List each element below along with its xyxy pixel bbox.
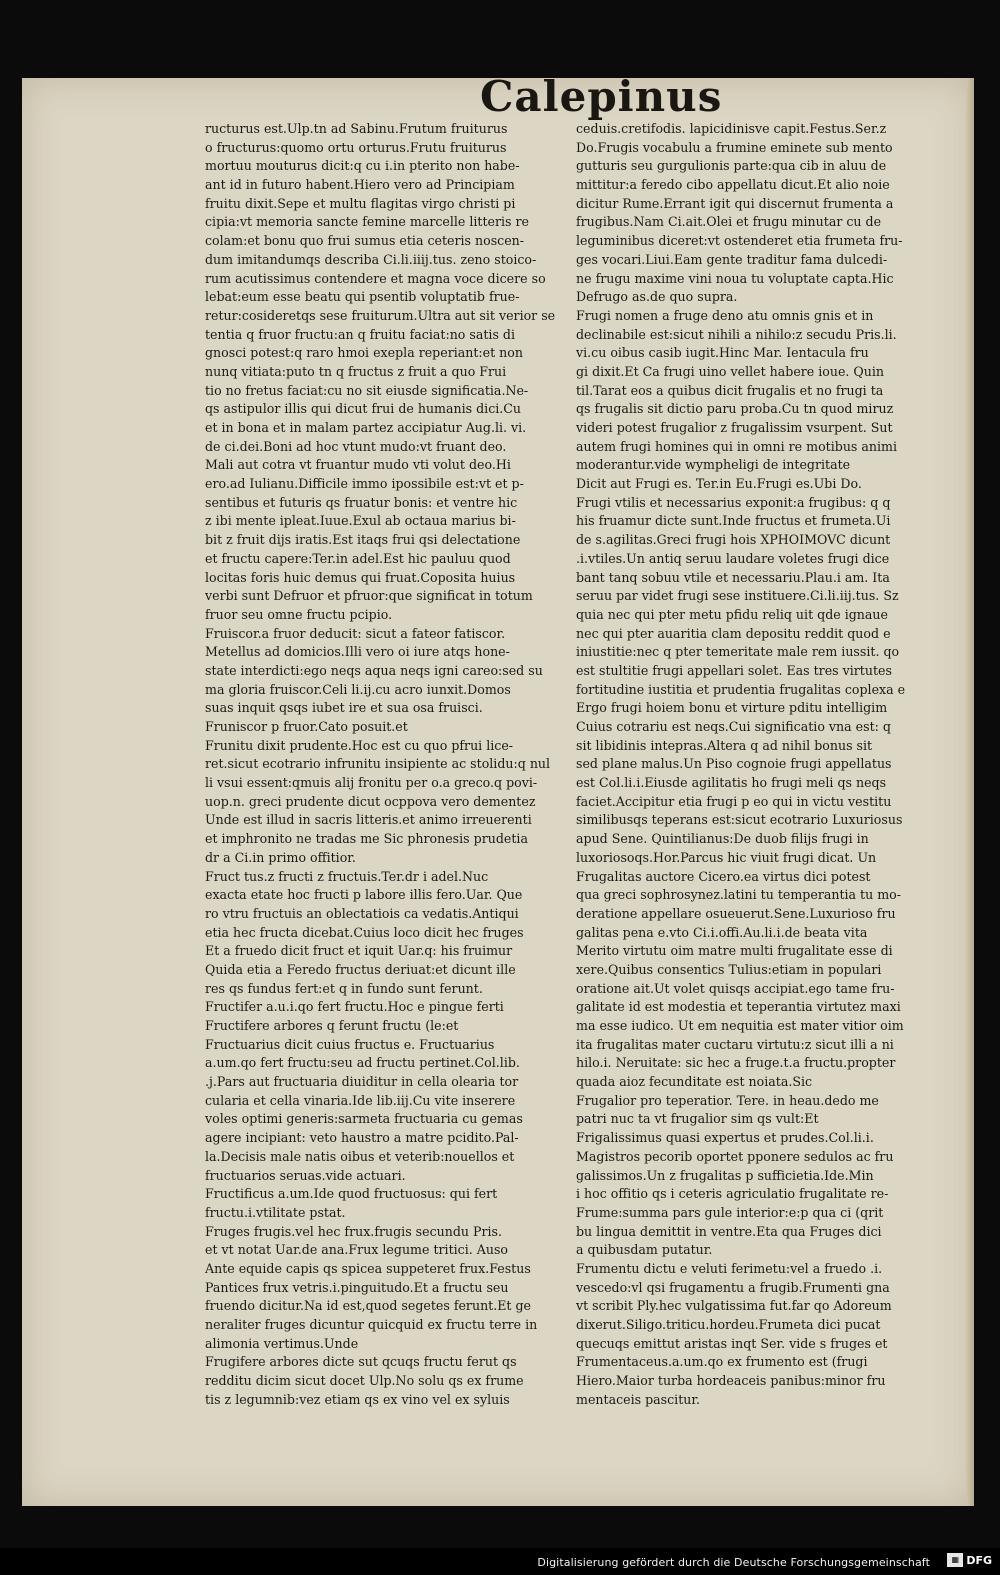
text-line: sentibus et futuris qs fruatur bonis: et ventre hic	[205, 494, 518, 510]
text-line: dum imitandumqs describa Ci.li.iiij.tus. zeno stoico-	[205, 251, 537, 267]
text-line: similibusqs teperans est:sicut ecotrario Luxuriosus	[576, 812, 903, 828]
text-line: Frume:summa pars gule interior:e:p qua ci (qrit	[576, 1204, 884, 1220]
text-line: Fruniscor p fruor.Cato posuit.et	[205, 719, 408, 734]
text-line: z ibi mente ipleat.Iuue.Exul ab octaua marius bi-	[205, 513, 516, 529]
text-line: bit z fruit dijs iratis.Est itaqs frui qsi delectatione	[205, 532, 521, 548]
text-line: mittitur:a feredo cibo appellatu dicut.Et alio noie	[576, 177, 890, 193]
text-line: rum acutissimus contendere et magna voce dicere so	[205, 270, 546, 286]
text-line: est Col.li.i.Eiusde agilitatis ho frugi meli qs neqs	[576, 775, 887, 791]
text-line: dr a Ci.in primo offitior.	[205, 849, 356, 865]
text-line: fruor seu omne fructu pcipio.	[205, 606, 393, 622]
text-line: seruu par videt frugi sese instituere.Ci.li.iij.tus. Sz	[576, 588, 899, 604]
text-line: quecuqs emittut aristas inqt Ser. vide s fruges et	[576, 1335, 888, 1351]
text-line: moderantur.vide wympheligi de integritate	[576, 457, 851, 473]
text-line: vi.cu oibus casib iugit.Hinc Mar. Ientacula fru	[576, 345, 869, 361]
text-line: videri potest frugalior z frugalissim vsurpent. Sut	[576, 420, 893, 435]
text-line: ant id in futuro habent.Hiero vero ad Principiam	[205, 177, 515, 193]
text-line: bant tanq sobuu vtile et necessariu.Plau.i am. Ita	[576, 569, 890, 585]
text-line: et vt notat Uar.de ana.Frux legume tritici. Auso	[205, 1242, 508, 1258]
text-line: Pantices frux vetris.i.pinguitudo.Et a fructu seu	[205, 1279, 509, 1295]
text-line: o fructurus:quomo ortu orturus.Frutu fruiturus	[205, 139, 507, 155]
text-line: .i.vtiles.Un antiq seruu laudare voletes frugi dice	[576, 550, 890, 566]
funding-notice: Digitalisierung gefördert durch die Deutsche Forschungsgemeinschaft	[537, 1556, 930, 1569]
text-line: fruendo dicitur.Na id est,quod segetes ferunt.Et ge	[205, 1298, 532, 1314]
text-line: sed plane malus.Un Piso cognoie frugi appellatus	[576, 756, 892, 772]
text-line: his fruamur dicte sunt.Inde fructus et frumeta.Ui	[576, 513, 891, 529]
text-line: tentia q fruor fructu:an q fruitu faciat:no satis di	[205, 326, 516, 342]
text-line: Et a fruedo dicit fruct et iquit Uar.q: his fruimur	[205, 943, 513, 959]
text-line: li vsui essent:qmuis alij fronitu per o.a greco.q povi-	[205, 775, 538, 791]
running-header: Calepinus	[480, 72, 723, 121]
page-edge	[966, 78, 974, 1506]
text-line: uop.n. greci prudente dicut ocppova vero dementez	[205, 793, 536, 809]
text-line: .j.Pars aut fructuaria diuiditur in cella olearia tor	[205, 1074, 519, 1090]
text-line: fructu.i.vtilitate pstat.	[205, 1204, 346, 1220]
text-line: Mali aut cotra vt fruantur mudo vti volut deo.Hi	[205, 457, 511, 473]
text-line: Fructifere arbores q ferunt fructu (le:et	[205, 1018, 459, 1033]
text-line: iniustitie:nec q pter temeritate male rem iussit. qo	[576, 644, 900, 660]
text-line: qua greci sophrosynez.latini tu temperantia tu mo-	[576, 887, 902, 903]
text-line: Defrugo as.de quo supra.	[576, 289, 738, 305]
text-line: mortuu mouturus dicit:q cu i.in pterito non habe-	[205, 158, 520, 174]
text-line: ructurus est.Ulp.tn ad Sabinu.Frutum fruiturus	[205, 121, 508, 136]
text-line: gutturis seu gurgulionis parte:qua cib in aluu de	[576, 158, 887, 174]
text-line: Ante equide capis qs spicea suppeteret frux.Festus	[205, 1260, 531, 1276]
text-line: Fruges frugis.vel hec frux.frugis secundu Pris.	[205, 1223, 503, 1239]
text-line: autem frugi homines qui in omni re motibus animi	[576, 438, 898, 454]
text-column-right	[576, 120, 962, 1409]
text-line: a.um.qo fert fructu:seu ad fructu pertinet.Col.lib.	[205, 1055, 520, 1071]
text-line: la.Decisis male natis oibus et veterib:nouellos et	[205, 1148, 515, 1164]
text-line: fructuarios seruas.vide actuari.	[205, 1167, 406, 1183]
dfg-icon: ▦	[947, 1553, 963, 1567]
text-line: Unde est illud in sacris litteris.et animo irreuerenti	[205, 812, 532, 828]
text-line: Frugi nomen a fruge deno atu omnis gnis et in	[576, 307, 874, 323]
text-line: ma gloria fruiscor.Celi li.ij.cu acro iunxit.Domos	[205, 681, 511, 697]
text-line: sit libidinis intepras.Altera q ad nihil bonus sit	[576, 737, 873, 753]
text-line: ceduis.cretifodis. lapicidinisve capit.Festus.Ser.z	[576, 121, 887, 136]
text-line: Frigalissimus quasi expertus et prudes.Col.li.i.	[576, 1130, 874, 1146]
text-line: tio no fretus faciat:cu no sit eiusde significatia.Ne-	[205, 382, 529, 398]
text-column-left	[205, 120, 581, 1409]
text-line: alimonia vertimus.Unde	[205, 1335, 359, 1351]
text-line: qs astipulor illis qui dicut frui de humanis dici.Cu	[205, 401, 522, 417]
text-line: et imphronito ne tradas me Sic phronesis prudetia	[205, 831, 528, 847]
text-line: agere incipiant: veto haustro a matre pcidito.Pal-	[205, 1130, 519, 1146]
text-line: til.Tarat eos a quibus dicit frugalis et no frugi ta	[576, 382, 884, 398]
text-line: res qs fundus fert:et q in fundo sunt ferunt.	[205, 980, 483, 996]
text-line: Frunitu dixit prudente.Hoc est cu quo pfrui lice-	[205, 737, 514, 753]
text-line: quia nec qui pter metu pfidu reliq uit qde ignaue	[576, 606, 888, 622]
text-line: declinabile est:sicut nihili a nihilo:z secudu Pris.li.	[576, 326, 897, 342]
text-line: frugibus.Nam Ci.ait.Olei et frugu minutar cu de	[576, 214, 882, 230]
text-line: Magistros pecorib oportet pponere sedulos ac fru	[576, 1148, 894, 1164]
text-line: Frugi vtilis et necessarius exponit:a frugibus: q q	[576, 494, 891, 510]
text-line: gnosci potest:q raro hmoi exepla reperiant:et non	[205, 345, 523, 361]
text-line: Frumentu dictu e veluti ferimetu:vel a fruedo .i.	[576, 1260, 883, 1276]
text-line: cipia:vt memoria sancte femine marcelle litteris re	[205, 214, 529, 230]
text-line: Fructuarius dicit cuius fructus e. Fructuarius	[205, 1036, 495, 1052]
text-line: Fruiscor.a fruor deducit: sicut a fateor fatiscor.	[205, 625, 506, 641]
dfg-logo	[947, 1553, 992, 1567]
text-line: leguminibus diceret:vt ostenderet etia frumeta fru-	[576, 233, 903, 249]
dfg-label: DFG	[966, 1553, 992, 1567]
text-line: Frumentaceus.a.um.qo ex frumento est (frugi	[576, 1354, 868, 1370]
text-line: Dicit aut Frugi es. Ter.in Eu.Frugi es.Ubi Do.	[576, 476, 862, 492]
text-line: gi dixit.Et Ca frugi uino vellet habere ioue. Quin	[576, 363, 885, 379]
text-line: verbi sunt Defruor et pfruor:que significat in totum	[205, 588, 533, 604]
text-line: Hiero.Maior turba hordeaceis panibus:minor fru	[576, 1373, 886, 1389]
text-line: colam:et bonu quo frui sumus etia ceteris noscen-	[205, 233, 525, 249]
text-line: vt scribit Ply.hec vulgatissima fut.far qo Adoreum	[576, 1298, 892, 1314]
text-line: locitas foris huic demus qui fruat.Coposita huius	[205, 569, 516, 585]
text-line: et in bona et in malam partez accipiatur Aug.li. vi.	[205, 420, 527, 435]
text-line: mentaceis pascitur.	[576, 1391, 700, 1407]
text-line: apud Sene. Quintilianus:De duob filijs frugi in	[576, 831, 869, 847]
text-line: i hoc offitio qs i ceteris agriculatio frugalitate re-	[576, 1186, 889, 1202]
text-line: de ci.dei.Boni ad hoc vtunt mudo:vt fruant deo.	[205, 438, 507, 454]
text-line: Fruct tus.z fructi z fructuis.Ter.dr i adel.Nuc	[205, 868, 489, 884]
text-line: oratione ait.Ut volet quisqs accipiat.ego tame fru-	[576, 980, 895, 996]
text-line: ges vocari.Liui.Eam gente traditur fama dulcedi-	[576, 251, 888, 267]
text-line: et fructu capere:Ter.in adel.Est hic pauluu quod	[205, 550, 511, 566]
text-line: a quibusdam putatur.	[576, 1242, 713, 1258]
text-line: exacta etate hoc fructi p labore illis fero.Uar. Que	[205, 887, 523, 903]
text-line: ne frugu maxime vini noua tu voluptate capta.Hic	[576, 270, 894, 286]
text-line: hilo.i. Neruitate: sic hec a fruge.t.a fructu.propter	[576, 1055, 896, 1071]
text-line: retur:cosideretqs sese fruiturum.Ultra aut sit verior se	[205, 307, 556, 323]
text-line: etia hec fructa dicebat.Cuius loco dicit hec fruges	[205, 924, 524, 940]
text-line: ero.ad Iulianu.Difficile immo ipossibile est:vt et p-	[205, 476, 524, 492]
text-line: tis z legumnib:vez etiam qs ex vino vel ex syluis	[205, 1391, 510, 1407]
text-line: lebat:eum esse beatu qui psentib voluptatib frue-	[205, 289, 520, 305]
text-line: ita frugalitas mater cuctaru virtutu:z sicut illi a ni	[576, 1036, 894, 1052]
text-line: Frugalior pro teperatior. Tere. in heau.dedo me	[576, 1092, 879, 1108]
text-line: patri nuc ta vt frugalior sim qs vult:Et	[576, 1111, 819, 1127]
text-line: Quida etia a Feredo fructus deriuat:et dicunt ille	[205, 961, 516, 977]
text-line: de s.agilitas.Greci frugi hois XPHOIMOVC dicunt	[576, 532, 891, 548]
text-line: galissimos.Un z frugalitas p sufficietia.Ide.Min	[576, 1167, 874, 1183]
text-line: ret.sicut ecotrario infrunitu insipiente ac stolidu:q nul	[205, 756, 551, 772]
text-line: faciet.Accipitur etia frugi p eo qui in victu vestitu	[576, 793, 892, 809]
text-line: Fructifer a.u.i.qo fert fructu.Hoc e pingue ferti	[205, 999, 504, 1015]
text-line: ro vtru fructuis an oblectatiois ca vedatis.Antiqui	[205, 905, 519, 921]
text-line: est stultitie frugi appellari solet. Eas tres virtutes	[576, 662, 892, 678]
text-line: Merito virtutu oim matre multi frugalitate esse di	[576, 943, 893, 959]
text-line: voles optimi generis:sarmeta fructuaria cu gemas	[205, 1111, 523, 1127]
text-line: fruitu dixit.Sepe et multu flagitas virgo christi pi	[205, 195, 516, 211]
text-line: cularia et cella vinaria.Ide lib.iij.Cu vite inserere	[205, 1092, 516, 1108]
text-line: deratione appellare osueuerut.Sene.Luxurioso fru	[576, 905, 896, 921]
text-line: Fructificus a.um.Ide quod fructuosus: qui fert	[205, 1186, 498, 1202]
text-line: quada aioz fecunditate est noiata.Sic	[576, 1074, 813, 1090]
text-line: neraliter fruges dicuntur quicquid ex fructu terre in	[205, 1317, 538, 1332]
text-line: Metellus ad domicios.Illi vero oi iure atqs hone-	[205, 644, 510, 660]
text-line: Frugifere arbores dicte sut qcuqs fructu ferut qs	[205, 1354, 517, 1370]
text-line: Cuius cotrariu est neqs.Cui significatio vna est: q	[576, 719, 891, 734]
text-line: state interdicti:ego neqs aqua neqs igni careo:sed su	[205, 662, 543, 678]
text-line: nunq vitiata:puto tn q fructus z fruit a quo Frui	[205, 363, 507, 379]
text-line: qs frugalis sit dictio paru proba.Cu tn quod miruz	[576, 401, 894, 417]
text-line: dixerut.Siligo.triticu.hordeu.Frumeta dici pucat	[576, 1317, 881, 1332]
text-line: dicitur Rume.Errant igit qui discernut frumenta a	[576, 195, 894, 211]
text-line: xere.Quibus consentics Tulius:etiam in populari	[576, 961, 882, 977]
text-line: redditu dicim sicut docet Ulp.No solu qs ex frume	[205, 1373, 524, 1389]
text-line: luxoriosoqs.Hor.Parcus hic viuit frugi dicat. Un	[576, 849, 877, 865]
text-line: Frugalitas auctore Cicero.ea virtus dici potest	[576, 868, 871, 884]
text-line: bu lingua demittit in ventre.Eta qua Fruges dici	[576, 1223, 882, 1239]
text-line: suas inquit qsqs iubet ire et sua osa fruisci.	[205, 700, 483, 716]
text-line: vescedo:vl qsi frugamentu a frugib.Frumenti gna	[576, 1279, 890, 1295]
text-line: Ergo frugi hoiem bonu et virture pditu intelligim	[576, 700, 888, 716]
text-line: galitas pena e.vto Ci.i.offi.Au.li.i.de beata vita	[576, 924, 868, 940]
text-line: fortitudine iustitia et prudentia frugalitas coplexa e	[576, 681, 906, 697]
text-line: Do.Frugis vocabulu a frumine eminete sub mento	[576, 139, 893, 155]
text-line: galitate id est modestia et teperantia virtutez maxi	[576, 999, 901, 1015]
text-line: nec qui pter auaritia clam depositu reddit quod e	[576, 625, 891, 641]
text-line: ma esse iudico. Ut em nequitia est mater vitior oim	[576, 1018, 904, 1033]
